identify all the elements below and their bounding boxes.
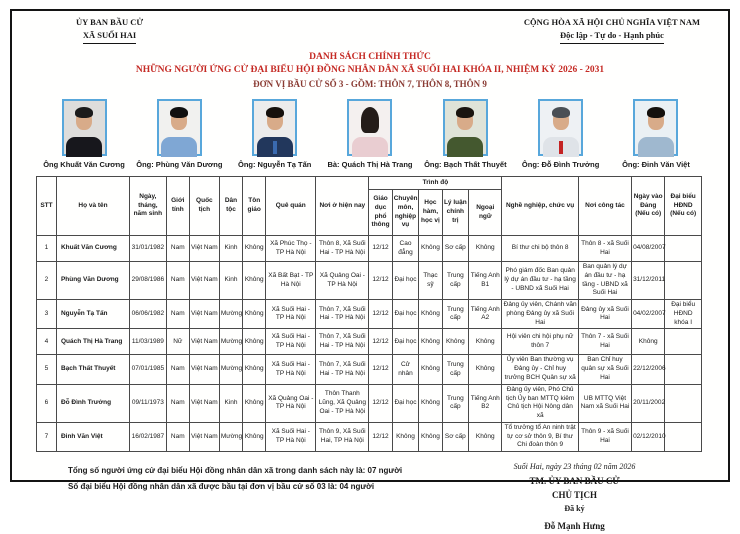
portrait-hair-shape [552,107,570,118]
candidate-photo-card [324,99,416,169]
cell-hometown: Xã Bất Bạt - TP Hà Nội [266,262,316,300]
cell-gender: Nam [166,422,189,451]
issuer-line1: ỦY BAN BẦU CỬ [76,17,144,27]
cell-gender: Nam [166,300,189,329]
portrait-hair-shape [170,107,188,118]
cell-politics: Trung cấp [442,300,469,329]
cell-name: Bạch Thất Thuyết [56,355,129,384]
cell-name: Đinh Văn Việt [56,422,129,451]
candidate-photo [252,99,297,156]
cell-qualification: Đại học [392,300,419,329]
candidate-photo [443,99,488,156]
cell-language: Không [469,236,502,262]
candidate-photo-card [229,99,321,169]
cell-name: Nguyễn Tạ Tấn [56,300,129,329]
cell-religion: Không [243,422,266,451]
signature-name: Đỗ Mạnh Hưng [544,521,605,532]
cell-occupation: Đảng ủy viên, Chánh văn phòng Đảng ủy xã Suối Hai [502,300,578,329]
cell-academic: Không [419,236,442,262]
candidate-row [37,422,702,451]
cell-ethnicity: Kinh [219,384,242,422]
cell-politics: Sơ cấp [442,236,469,262]
column-group-header-trinh-do: Trình độ [369,177,502,190]
republic-line1: CỘNG HÒA XÃ HỘI CHỦ NGHĨA VIỆT NAM [523,17,700,27]
cell-name: Phùng Văn Dương [56,262,129,300]
cell-party_date: 02/12/2010 [632,422,665,451]
candidate-photo-caption: Ông: Bạch Thất Thuyết [424,160,507,170]
cell-name: Đỗ Đình Trưởng [56,384,129,422]
page-border-frame [10,9,730,532]
cell-hometown: Xã Suối Hai - TP Hà Nội [266,329,316,355]
cell-workplace: Thôn 9 - xã Suối Hai [578,422,631,451]
candidate-photo [62,99,107,156]
cell-dob: 11/03/1989 [130,329,167,355]
cell-residence: Thôn 7, Xã Suối Hai - TP Hà Nội [316,300,369,329]
cell-stt: 4 [37,329,57,355]
cell-language: Không [469,355,502,384]
cell-party_date: 22/12/2006 [632,355,665,384]
republic-motto: Độc lập - Tự do - Hạnh phúc [560,29,664,44]
cell-language: Tiếng Anh B2 [469,384,502,422]
cell-religion: Không [243,262,266,300]
candidate-row [37,329,702,355]
issuer-block [76,16,143,44]
cell-nationality: Việt Nam [189,262,219,300]
column-header: Ngày vào Đảng (Nếu có) [632,177,665,236]
cell-religion: Không [243,355,266,384]
portrait-body-shape [447,137,483,157]
cell-ethnicity: Mường [219,329,242,355]
cell-dob: 16/02/1987 [130,422,167,451]
column-subheader: Lý luận chính trị [442,190,469,236]
cell-workplace: UB MTTQ Việt Nam xã Suối Hai [578,384,631,422]
cell-stt: 2 [37,262,57,300]
candidate-photo-card [419,99,511,169]
candidate-row [37,236,702,262]
cell-hometown: Xã Suối Hai - TP Hà Nội [266,422,316,451]
cell-academic: Không [419,329,442,355]
column-header: Nơi ở hiện nay [316,177,369,236]
column-header: Giới tính [166,177,189,236]
signature-block [447,461,702,534]
candidate-photo [633,99,678,156]
candidate-row [37,384,702,422]
cell-occupation: Bí thư chi bộ thôn 8 [502,236,578,262]
title-line2: NHỮNG NGƯỜI ỨNG CỬ ĐẠI BIỂU HỘI ĐỒNG NHÂN DÂN XÃ SUỐI HAI KHÓA II, NHIỆM KỲ 2026 - 2031 [135,65,605,76]
cell-gender: Nam [166,384,189,422]
candidate-row [37,300,702,329]
table-body [37,236,702,452]
document-title [12,51,728,92]
cell-language: Tiếng Anh B1 [469,262,502,300]
cell-language: Tiếng Anh A2 [469,300,502,329]
cell-workplace: Ban quản lý dự án đầu tư - hạ tầng - UBND xã Suối Hai [578,262,631,300]
cell-academic: Không [419,300,442,329]
portrait-body-shape [638,137,674,157]
candidate-photo [157,99,202,156]
column-header: STT [37,177,57,236]
column-header: Đại biểu HĐND (Nếu có) [665,177,702,236]
cell-qualification: Không [392,422,419,451]
cell-dob: 29/08/1986 [130,262,167,300]
column-header: Quê quán [266,177,316,236]
totals-block [68,461,402,534]
cell-education: 12/12 [369,262,392,300]
document-footer [12,461,728,534]
total-seats-line: Số đại biểu Hội đồng nhân dân xã được bầu tại đơn vị bầu cử số 03 là: 04 người [68,482,375,492]
column-header: Quốc tịch [189,177,219,236]
title-line1: DANH SÁCH CHÍNH THỨC [309,51,431,62]
candidate-photo-caption: Ông: Đỗ Đình Trưởng [521,160,600,170]
cell-stt: 5 [37,355,57,384]
candidate-photo-card [515,99,607,169]
cell-gender: Nam [166,355,189,384]
candidate-photo-caption: Ông Khuất Văn Cương [43,160,125,170]
cell-nationality: Việt Nam [189,300,219,329]
portrait-hair-shape [266,107,284,118]
cell-ethnicity: Mường [219,355,242,384]
cell-gender: Nam [166,262,189,300]
signature-role: CHỦ TỊCH [551,490,598,501]
candidate-table [36,176,702,452]
cell-gender: Nam [166,236,189,262]
cell-language: Không [469,422,502,451]
cell-hometown: Xã Suối Hai - TP Hà Nội [266,355,316,384]
cell-hometown: Xã Suối Hai - TP Hà Nội [266,300,316,329]
cell-occupation: Hội viên chi hội phụ nữ thôn 7 [502,329,578,355]
portrait-body-shape [352,137,388,157]
cell-religion: Không [243,236,266,262]
cell-council [665,422,702,451]
document-header [12,11,728,44]
cell-nationality: Việt Nam [189,384,219,422]
candidate-row [37,355,702,384]
cell-hometown: Xã Quảng Oai - TP Hà Nội [266,384,316,422]
table-header [37,177,702,236]
column-subheader: Giáo dục phổ thông [369,190,392,236]
portrait-body-shape [161,137,197,157]
cell-residence: Thôn 9, Xã Suối Hai, TP Hà Nội [316,422,369,451]
cell-residence: Thôn 7, Xã Suối Hai - TP Hà Nội [316,355,369,384]
cell-council [665,329,702,355]
cell-hometown: Xã Phúc Thọ - TP Hà Nội [266,236,316,262]
cell-education: 12/12 [369,384,392,422]
cell-ethnicity: Mường [219,422,242,451]
cell-stt: 6 [37,384,57,422]
portrait-body-shape [66,137,102,157]
cell-academic: Không [419,355,442,384]
cell-workplace: Đảng ủy xã Suối Hai [578,300,631,329]
cell-stt: 3 [37,300,57,329]
candidate-photo [347,99,392,156]
cell-residence: Thôn 8, Xã Suối Hai - TP Hà Nội [316,236,369,262]
header-row-1 [37,177,702,190]
candidate-table-wrap [36,176,702,452]
cell-nationality: Việt Nam [189,236,219,262]
candidate-row [37,262,702,300]
cell-qualification: Cao đẳng [392,236,419,262]
portrait-tie-shape [273,141,277,154]
column-header: Ngày, tháng, năm sinh [130,177,167,236]
cell-politics: Sơ cấp [442,422,469,451]
cell-education: 12/12 [369,329,392,355]
cell-politics: Không [442,329,469,355]
cell-nationality: Việt Nam [189,355,219,384]
portrait-hair-shape [75,107,93,118]
portrait-tie-shape [559,141,563,154]
cell-ethnicity: Kinh [219,262,242,300]
signature-signed-label: Đã ký [564,503,585,513]
column-header: Họ và tên [56,177,129,236]
cell-name: Khuất Văn Cương [56,236,129,262]
candidate-photo-card [133,99,225,169]
cell-politics: Trung cấp [442,262,469,300]
cell-nationality: Việt Nam [189,422,219,451]
column-header: Tôn giáo [243,177,266,236]
cell-dob: 31/01/1982 [130,236,167,262]
cell-gender: Nữ [166,329,189,355]
photo-strip [12,99,728,169]
cell-workplace: Thôn 7 - xã Suối Hai [578,329,631,355]
portrait-hair-shape [361,107,379,133]
cell-occupation: Tổ trưởng tổ An ninh trật tự cơ sở thôn 9, Bí thư Chi đoàn thôn 9 [502,422,578,451]
cell-academic: Thạc sỹ [419,262,442,300]
republic-block [524,16,700,44]
cell-qualification: Đại học [392,384,419,422]
cell-council [665,384,702,422]
column-subheader: Chuyên môn, nghiệp vụ [392,190,419,236]
cell-name: Quách Thị Hà Trang [56,329,129,355]
cell-education: 12/12 [369,300,392,329]
cell-residence: Thôn Thanh Lũng, Xã Quảng Oai - TP Hà Nội [316,384,369,422]
cell-qualification: Đại học [392,329,419,355]
column-header: Nghề nghiệp, chức vụ [502,177,578,236]
cell-party_date: 20/11/2002 [632,384,665,422]
candidate-photo-card [38,99,130,169]
cell-council [665,355,702,384]
cell-education: 12/12 [369,355,392,384]
cell-council [665,236,702,262]
cell-workplace: Thôn 8 - xã Suối Hai [578,236,631,262]
cell-religion: Không [243,300,266,329]
cell-academic: Không [419,422,442,451]
cell-qualification: Cử nhân [392,355,419,384]
cell-party_date: 04/08/2007 [632,236,665,262]
cell-dob: 06/06/1982 [130,300,167,329]
cell-ethnicity: Kinh [219,236,242,262]
cell-ethnicity: Mường [219,300,242,329]
cell-council [665,262,702,300]
cell-residence: Xã Quảng Oai - TP Hà Nội [316,262,369,300]
cell-occupation: Ủy viên Ban thường vụ Đảng ủy - Chỉ huy trưởng BCH Quân sự xã [502,355,578,384]
signature-onbehalf: TM. ỦY BAN BẦU CỬ [529,475,620,486]
cell-dob: 07/01/1985 [130,355,167,384]
cell-council: Đại biểu HĐND khóa I [665,300,702,329]
column-subheader: Ngoại ngữ [469,190,502,236]
cell-nationality: Việt Nam [189,329,219,355]
cell-occupation: Đảng ủy viên, Phó Chủ tịch Ủy ban MTTQ kiêm Chủ tịch Hội Nông dân xã [502,384,578,422]
candidate-photo-caption: Bà: Quách Thị Hà Trang [327,160,413,170]
cell-stt: 1 [37,236,57,262]
cell-stt: 7 [37,422,57,451]
cell-party_date: 04/02/2007 [632,300,665,329]
cell-academic: Không [419,384,442,422]
cell-qualification: Đại học [392,262,419,300]
candidate-photo-card [610,99,702,169]
signature-place-date: Suối Hai, ngày 23 tháng 02 năm 2026 [513,462,636,472]
cell-occupation: Phó giám đốc Ban quản lý dự án đầu tư - hạ tầng - UBND xã Suối Hai [502,262,578,300]
candidate-photo-caption: Ông: Phùng Văn Dương [136,160,223,170]
cell-education: 12/12 [369,236,392,262]
cell-dob: 09/11/1973 [130,384,167,422]
cell-residence: Thôn 7, Xã Suối Hai - TP Hà Nội [316,329,369,355]
candidate-photo [538,99,583,156]
candidate-photo-caption: Ông: Đinh Văn Việt [622,160,690,170]
total-candidates-line: Tổng số người ứng cử đại biểu Hội đồng nhân dân xã trong danh sách này là: 07 người [68,466,403,476]
column-subheader: Học hàm, học vị [419,190,442,236]
column-header: Dân tộc [219,177,242,236]
cell-religion: Không [243,384,266,422]
column-header: Nơi công tác [578,177,631,236]
title-line3-election-unit: ĐƠN VỊ BẦU CỬ SỐ 3 - GỒM: THÔN 7, THÔN 8, THÔN 9 [253,79,487,90]
cell-workplace: Ban Chỉ huy quân sự xã Suối Hai [578,355,631,384]
cell-politics: Trung cấp [442,384,469,422]
cell-language: Không [469,329,502,355]
cell-religion: Không [243,329,266,355]
cell-party_date: 31/12/2011 [632,262,665,300]
cell-party_date: Không [632,329,665,355]
portrait-hair-shape [456,107,474,118]
issuer-line2: XÃ SUỐI HAI [83,29,136,44]
candidate-photo-caption: Ông: Nguyễn Tạ Tấn [237,160,312,170]
cell-politics: Trung cấp [442,355,469,384]
cell-education: 12/12 [369,422,392,451]
portrait-hair-shape [647,107,665,118]
